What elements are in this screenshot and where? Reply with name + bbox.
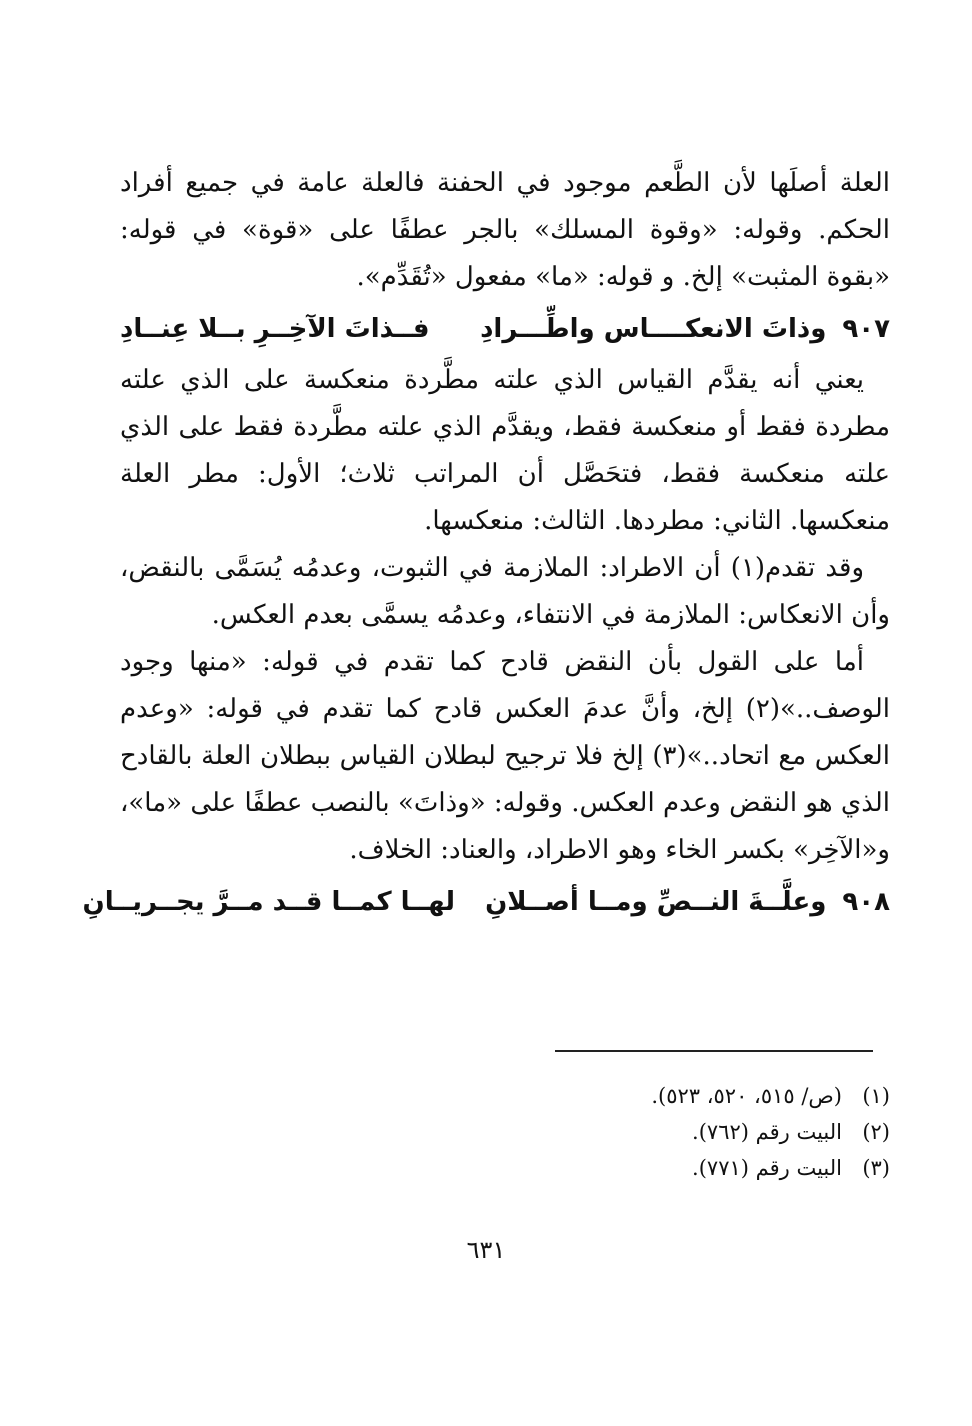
- footnote: [390, 1114, 890, 1150]
- footnotes: [390, 1078, 890, 1186]
- footnote: [390, 1078, 890, 1114]
- footnote-number: (٢): [862, 1120, 890, 1144]
- footnote-text: البيت رقم (٧٦٢).: [692, 1120, 842, 1144]
- verse-908: [82, 874, 890, 930]
- verse-first-hemistich: وعلَّــةَ النــصِّ ومــا أصــلانِ: [485, 887, 827, 917]
- verse-second-hemistich: لهــا كمــا قــد مــرَّ يجــريــانِ: [82, 887, 456, 917]
- footnote-number: (١): [862, 1084, 890, 1108]
- verse-first-hemistich: وذاتَ الانعكــــاس واطِّـــرادِ: [480, 314, 827, 344]
- footnote: [390, 1150, 890, 1186]
- commentary-paragraph-2: يعني أنه يقدَّم القياس الذي علته مطَّردة منعكسة على الذي علته مطردة فقط أو منعكسة فقط، ويقدَّم الذي علته مطَّردة فقط على الذي علته منعكسة فقط، فتحَصَّل أن المراتب ثلاث؛ الأول: مطر العلة منعكسها. الثاني: مطردها. الثالث: منعكسها.: [120, 365, 890, 536]
- page-number: ٦٣١: [466, 1236, 506, 1264]
- footnote-text: (ص/ ٥١٥، ٥٢٠، ٥٢٣).: [651, 1084, 842, 1108]
- verse-number: ٩٠٨: [842, 887, 890, 917]
- page-body: [82, 160, 890, 930]
- footnote-text: البيت رقم (٧٧١).: [692, 1156, 842, 1180]
- verse-number: ٩٠٧: [842, 314, 890, 344]
- verse-907: [120, 301, 890, 357]
- commentary-paragraph-3: وقد تقدم(١) أن الاطراد: الملازمة في الثبوت، وعدمُه يُسَمَّى بالنقض، وأن الانعكاس: الملازمة في الانتفاء، وعدمُه يسمَّى بعدم العكس.: [120, 553, 890, 630]
- commentary-paragraph-4: أما على القول بأن النقض قادح كما تقدم في قوله: «منها وجود الوصف..»(٢) إلخ، وأنَّ عدمَ العكس قادح كما تقدم في قوله: «وعدم العكس مع اتحاد..»(٣) إلخ فلا ترجيح لبطلان القياس ببطلان العلة بالقادح الذي هو النقض وعدم العكس. وقوله: «وذاتَ» بالنصب عطفًا على «ما»، و«الآخِر» بكسر الخاء وهو الاطراد، والعناد: الخلاف.: [120, 647, 890, 865]
- footnote-number: (٣): [862, 1156, 890, 1180]
- commentary-paragraph-1: العلة أصلَها لأن الطَّعم موجود في الحفنة فالعلة عامة في جميع أفراد الحكم. وقوله: «وقوة المسلك» بالجر عطفًا على «قوة» في قوله: «بقوة المثبت» إلخ. و قوله: «ما» مفعول «تُقَدِّم».: [120, 168, 890, 292]
- footnote-separator: [555, 1050, 873, 1052]
- verse-second-hemistich: فــذاتَ الآخِــرِ بــلا عِنــادِ: [120, 314, 430, 344]
